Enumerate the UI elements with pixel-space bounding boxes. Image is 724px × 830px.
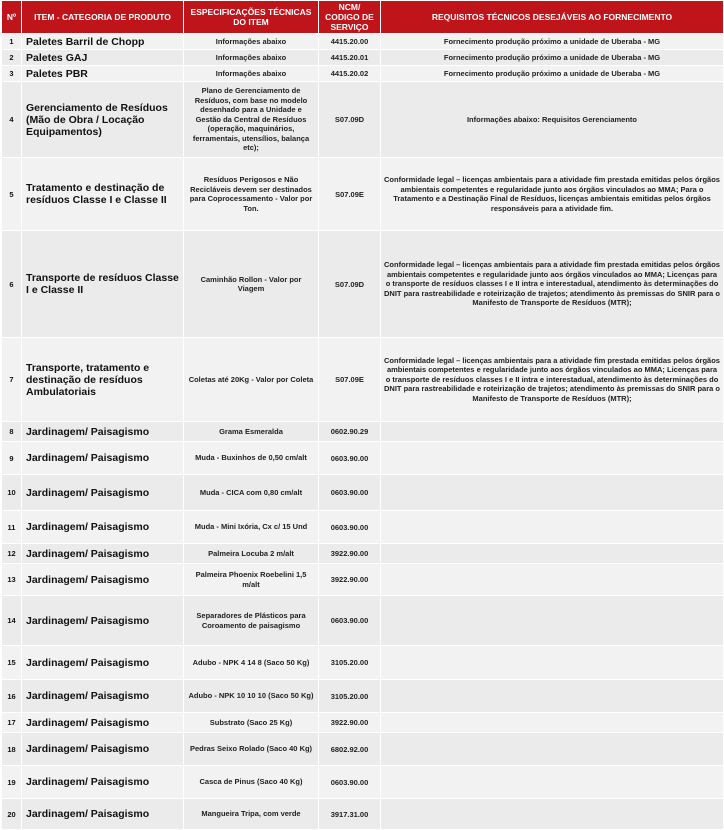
row-num: 10 — [2, 475, 22, 511]
row-spec: Adubo - NPK 10 10 10 (Saco 50 Kg) — [184, 680, 319, 713]
row-requirements: Conformidade legal – licenças ambientais para a atividade fim prestada emitidas pelos órgãos ambientais competentes e regularidade junto aos órgãos vinculados ao MMA; Licenças para o transporte de resíduos classes I e II intra e interestadual, atendimento às determinações do DNIT para rastreabilidade e roteirização de trajetos; atendimento às premissas do SNIR para o Manifesto de Transporte de Resíduos (MTR); — [381, 338, 724, 422]
table-row — [2, 475, 724, 511]
row-spec: Casca de Pinus (Saco 40 Kg) — [184, 766, 319, 799]
row-spec: Grama Esmeralda — [184, 422, 319, 442]
row-ncm: 0603.90.00 — [319, 442, 381, 475]
row-requirements: Conformidade legal – licenças ambientais para a atividade fim prestada emitidas pelos órgãos ambientais competentes e regularidade junto aos órgãos vinculados ao MMA; Para o Tratamento e a Destinação Final de Resíduos, licenças ambientais emitidas pelos órgãos responsáveis para a atividade fim. — [381, 158, 724, 231]
row-num: 1 — [2, 34, 22, 50]
row-num: 8 — [2, 422, 22, 442]
row-requirements: Informações abaixo: Requisitos Gerenciamento — [381, 82, 724, 158]
row-spec: Palmeira Locuba 2 m/alt — [184, 544, 319, 564]
row-requirements — [381, 680, 724, 713]
row-ncm: 4415.20.00 — [319, 34, 381, 50]
row-category: Gerenciamento de Resíduos (Mão de Obra / Locação Equipamentos) — [22, 82, 184, 158]
row-spec: Substrato (Saco 25 Kg) — [184, 713, 319, 733]
row-spec: Informações abaixo — [184, 34, 319, 50]
row-requirements — [381, 544, 724, 564]
row-ncm: 4415.20.02 — [319, 66, 381, 82]
row-category: Jardinagem/ Paisagismo — [22, 475, 184, 511]
row-requirements — [381, 713, 724, 733]
row-ncm: 3922.90.00 — [319, 564, 381, 596]
table-row — [2, 82, 724, 158]
row-ncm: S07.09D — [319, 231, 381, 338]
row-num: 6 — [2, 231, 22, 338]
row-num: 9 — [2, 442, 22, 475]
row-spec: Palmeira Phoenix Roebelini 1,5 m/alt — [184, 564, 319, 596]
row-num: 5 — [2, 158, 22, 231]
row-ncm: S07.09E — [319, 338, 381, 422]
row-ncm: 0602.90.29 — [319, 422, 381, 442]
table-row — [2, 766, 724, 799]
row-spec: Muda - CICA com 0,80 cm/alt — [184, 475, 319, 511]
row-requirements — [381, 422, 724, 442]
row-ncm: 3922.90.00 — [319, 544, 381, 564]
row-num: 7 — [2, 338, 22, 422]
row-num: 15 — [2, 646, 22, 680]
table-row — [2, 422, 724, 442]
row-requirements: Conformidade legal – licenças ambientais para a atividade fim prestada emitidas pelos órgãos ambientais competentes e regularidade junto aos órgãos vinculados ao MMA; Licenças para o transporte de resíduos classes I e II intra e interestadual, atendimento às determinações do DNIT para rastreabilidade e roteirização de trajetos; atendimento às premissas do SNIR para o Manifesto de Transporte de Resíduos (MTR); — [381, 231, 724, 338]
header-spec: ESPECIFICAÇÕES TÉCNICAS DO ITEM — [184, 1, 319, 34]
row-ncm: 4415.20.01 — [319, 50, 381, 66]
row-requirements — [381, 596, 724, 646]
table-row — [2, 680, 724, 713]
row-category: Paletes PBR — [22, 66, 184, 82]
table-row — [2, 544, 724, 564]
row-ncm: 6802.92.00 — [319, 733, 381, 766]
row-category: Jardinagem/ Paisagismo — [22, 596, 184, 646]
row-requirements — [381, 442, 724, 475]
row-category: Jardinagem/ Paisagismo — [22, 713, 184, 733]
table-row — [2, 231, 724, 338]
row-category: Tratamento e destinação de resíduos Classe I e Classe II — [22, 158, 184, 231]
header-requirements: REQUISITOS TÉCNICOS DESEJÁVEIS AO FORNECIMENTO — [381, 1, 724, 34]
table-row — [2, 596, 724, 646]
row-category: Jardinagem/ Paisagismo — [22, 544, 184, 564]
row-requirements: Fornecimento produção próximo a unidade de Uberaba - MG — [381, 50, 724, 66]
row-category: Jardinagem/ Paisagismo — [22, 799, 184, 830]
row-spec: Caminhão Rollon - Valor por Viagem — [184, 231, 319, 338]
row-category: Jardinagem/ Paisagismo — [22, 564, 184, 596]
row-ncm: 3917.31.00 — [319, 799, 381, 830]
row-requirements: Fornecimento produção próximo a unidade de Uberaba - MG — [381, 34, 724, 50]
header-category: ITEM - CATEGORIA DE PRODUTO — [22, 1, 184, 34]
row-category: Jardinagem/ Paisagismo — [22, 680, 184, 713]
row-ncm: 0603.90.00 — [319, 766, 381, 799]
row-spec: Mangueira Tripa, com verde — [184, 799, 319, 830]
row-num: 20 — [2, 799, 22, 830]
table-row — [2, 158, 724, 231]
row-category: Paletes Barril de Chopp — [22, 34, 184, 50]
row-requirements — [381, 564, 724, 596]
row-spec: Informações abaixo — [184, 50, 319, 66]
row-category: Jardinagem/ Paisagismo — [22, 766, 184, 799]
row-num: 14 — [2, 596, 22, 646]
row-requirements — [381, 766, 724, 799]
row-ncm: 3105.20.00 — [319, 680, 381, 713]
row-category: Jardinagem/ Paisagismo — [22, 442, 184, 475]
requirements-table — [1, 0, 724, 830]
row-category: Transporte, tratamento e destinação de resíduos Ambulatoriais — [22, 338, 184, 422]
row-ncm: 0603.90.00 — [319, 596, 381, 646]
row-num: 4 — [2, 82, 22, 158]
table-row — [2, 713, 724, 733]
header-num: Nº — [2, 1, 22, 34]
row-requirements — [381, 511, 724, 544]
row-spec: Informações abaixo — [184, 66, 319, 82]
table-row — [2, 50, 724, 66]
row-category: Transporte de resíduos Classe I e Classe II — [22, 231, 184, 338]
row-requirements: Fornecimento produção próximo a unidade de Uberaba - MG — [381, 66, 724, 82]
row-spec: Adubo - NPK 4 14 8 (Saco 50 Kg) — [184, 646, 319, 680]
row-spec: Plano de Gerenciamento de Resíduos, com base no modelo desenhado para a Unidade e Gestão da Central de Resíduos (operação, maquinários, ferramentais, utensílios, balança etc); — [184, 82, 319, 158]
row-num: 16 — [2, 680, 22, 713]
row-ncm: 0603.90.00 — [319, 511, 381, 544]
row-num: 19 — [2, 766, 22, 799]
row-requirements — [381, 475, 724, 511]
row-num: 11 — [2, 511, 22, 544]
row-ncm: 0603.90.00 — [319, 475, 381, 511]
table-row — [2, 733, 724, 766]
table-row — [2, 34, 724, 50]
row-category: Paletes GAJ — [22, 50, 184, 66]
table-row — [2, 564, 724, 596]
row-ncm: S07.09E — [319, 158, 381, 231]
row-requirements — [381, 733, 724, 766]
row-ncm: S07.09D — [319, 82, 381, 158]
row-num: 3 — [2, 66, 22, 82]
table-row — [2, 66, 724, 82]
row-spec: Coletas até 20Kg - Valor por Coleta — [184, 338, 319, 422]
table-row — [2, 511, 724, 544]
row-spec: Separadores de Plásticos para Coroamento de paisagismo — [184, 596, 319, 646]
row-num: 12 — [2, 544, 22, 564]
row-spec: Muda - Buxinhos de 0,50 cm/alt — [184, 442, 319, 475]
row-spec: Resíduos Perigosos e Não Recicláveis devem ser destinados para Coprocessamento - Valor por Ton. — [184, 158, 319, 231]
table-header-row — [2, 1, 724, 34]
table-row — [2, 646, 724, 680]
row-num: 17 — [2, 713, 22, 733]
row-num: 2 — [2, 50, 22, 66]
table-row — [2, 338, 724, 422]
row-category: Jardinagem/ Paisagismo — [22, 511, 184, 544]
row-requirements — [381, 646, 724, 680]
row-spec: Pedras Seixo Rolado (Saco 40 Kg) — [184, 733, 319, 766]
row-ncm: 3922.90.00 — [319, 713, 381, 733]
row-ncm: 3105.20.00 — [319, 646, 381, 680]
row-category: Jardinagem/ Paisagismo — [22, 646, 184, 680]
row-num: 18 — [2, 733, 22, 766]
row-category: Jardinagem/ Paisagismo — [22, 733, 184, 766]
row-category: Jardinagem/ Paisagismo — [22, 422, 184, 442]
row-spec: Muda - Mini Ixória, Cx c/ 15 Und — [184, 511, 319, 544]
header-ncm: NCM/ CODIGO DE SERVIÇO — [319, 1, 381, 34]
table-row — [2, 442, 724, 475]
row-num: 13 — [2, 564, 22, 596]
